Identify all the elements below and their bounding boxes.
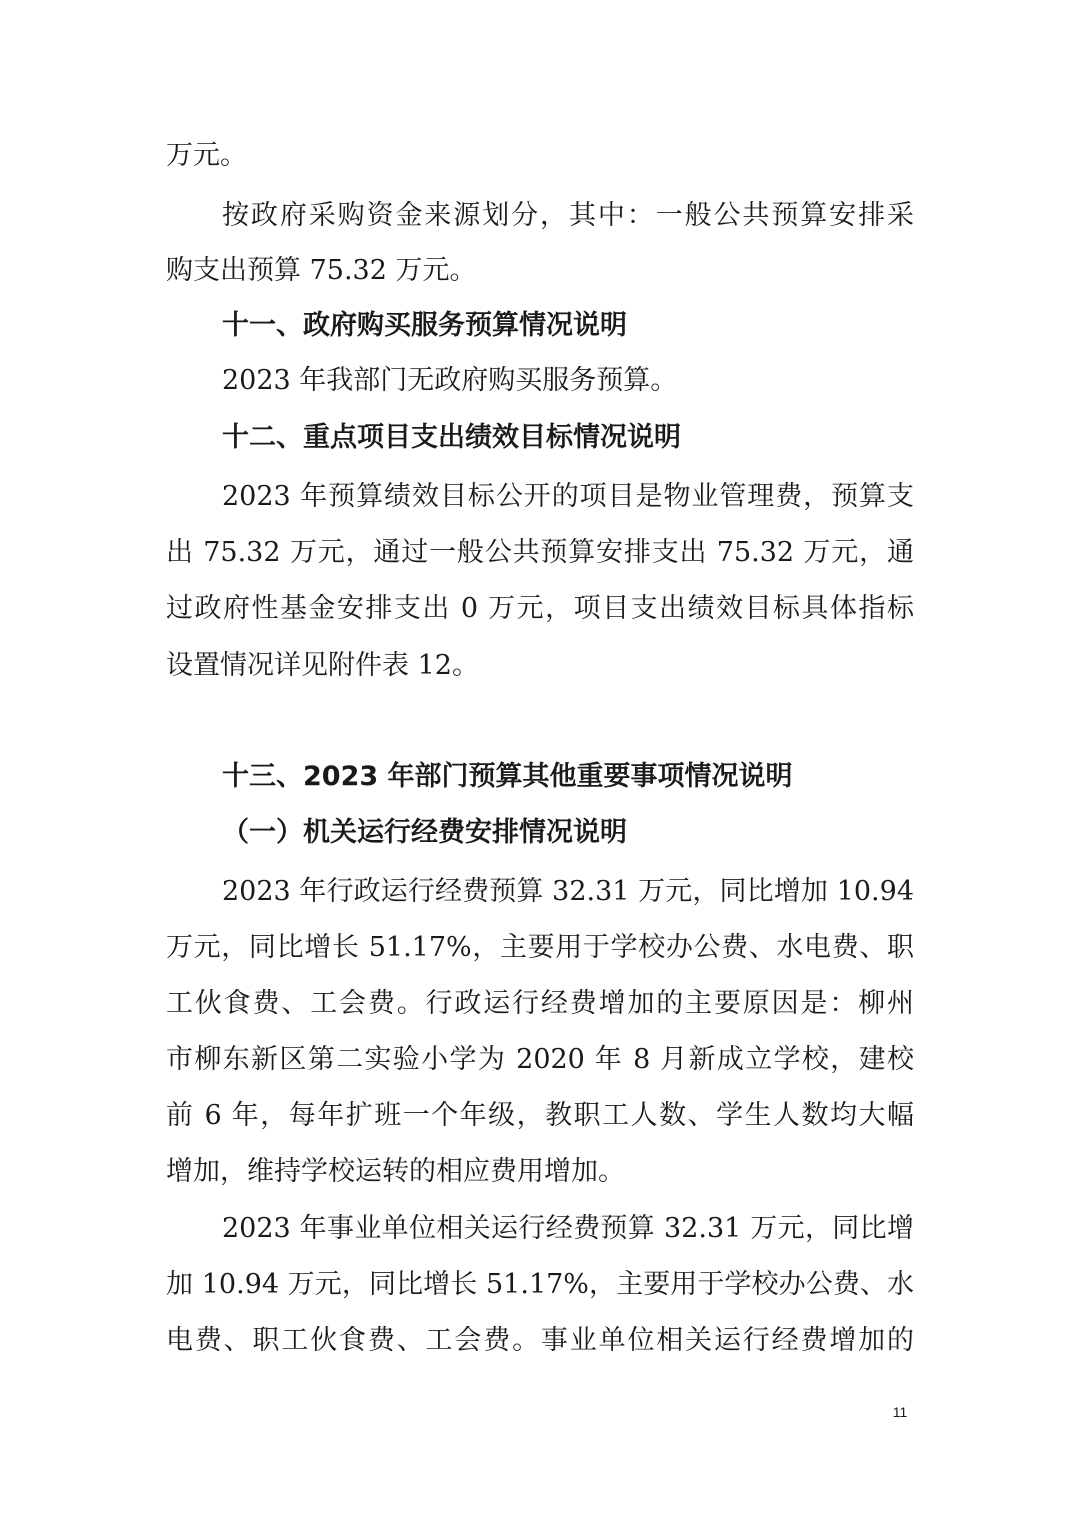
paragraph-line: 2023 年预算绩效目标公开的项目是物业管理费，预算支 (222, 481, 914, 512)
paragraph-line: 前 6 年，每年扩班一个年级，教职工人数、学生人数均大幅 (166, 1100, 914, 1131)
paragraph-line: 购支出预算 75.32 万元。 (166, 255, 477, 286)
paragraph-line: 市柳东新区第二实验小学为 2020 年 8 月新成立学校，建校 (166, 1044, 914, 1075)
paragraph-line: 按政府采购资金来源划分，其中：一般公共预算安排采 (222, 200, 914, 231)
section-heading-11: 十一、政府购买服务预算情况说明 (222, 310, 627, 341)
subsection-heading-13-1: （一）机关运行经费安排情况说明 (222, 817, 627, 848)
paragraph-line: 设置情况详见附件表 12。 (166, 650, 479, 681)
paragraph-line: 增加，维持学校运转的相应费用增加。 (166, 1156, 625, 1187)
paragraph-line: 出 75.32 万元，通过一般公共预算安排支出 75.32 万元，通 (166, 537, 914, 568)
paragraph-line: 工伙食费、工会费。行政运行经费增加的主要原因是：柳州 (166, 988, 914, 1019)
paragraph-line: 过政府性基金安排支出 0 万元，项目支出绩效目标具体指标 (166, 593, 914, 624)
paragraph-line: 电费、职工伙食费、工会费。事业单位相关运行经费增加的 (166, 1325, 914, 1356)
paragraph-line: 加 10.94 万元，同比增长 51.17%，主要用于学校办公费、水 (166, 1269, 914, 1300)
page-number: 11 (892, 1404, 908, 1420)
paragraph-line: 2023 年事业单位相关运行经费预算 32.31 万元，同比增 (222, 1213, 914, 1244)
paragraph-line: 2023 年行政运行经费预算 32.31 万元，同比增加 10.94 (222, 876, 914, 907)
paragraph-line: 2023 年我部门无政府购买服务预算。 (222, 365, 678, 396)
paragraph-line: 万元，同比增长 51.17%，主要用于学校办公费、水电费、职 (166, 932, 914, 963)
section-heading-12: 十二、重点项目支出绩效目标情况说明 (222, 422, 681, 453)
section-heading-13: 十三、2023 年部门预算其他重要事项情况说明 (222, 761, 793, 792)
paragraph-line: 万元。 (166, 140, 247, 171)
